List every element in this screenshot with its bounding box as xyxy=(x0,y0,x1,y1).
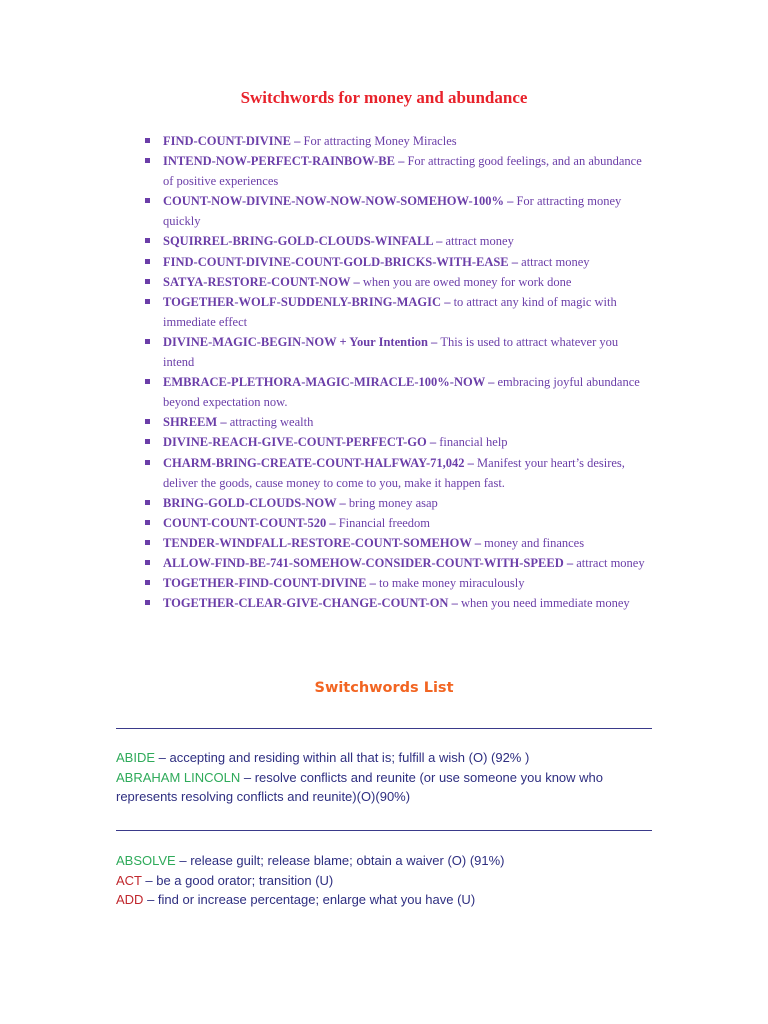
switchword-term: COUNT-COUNT-COUNT-520 xyxy=(163,515,327,530)
switchword-desc: For attracting Money Miracles xyxy=(303,134,457,148)
dash: – xyxy=(471,535,485,550)
dash: – xyxy=(448,596,461,611)
dash: – xyxy=(503,194,517,209)
switchword-desc: bring money asap xyxy=(348,495,438,510)
bullet-icon xyxy=(145,460,150,465)
bullet-icon xyxy=(145,439,150,444)
list-item xyxy=(145,553,645,573)
dash: – xyxy=(432,234,446,249)
list-item xyxy=(145,593,645,613)
list-item xyxy=(145,453,645,493)
dash: – xyxy=(350,274,363,289)
horizontal-divider xyxy=(116,830,652,831)
switchword-entry xyxy=(116,871,656,891)
dash: – xyxy=(326,515,339,530)
switchword-entries-section-2 xyxy=(116,851,656,910)
list-item xyxy=(145,513,645,533)
list-item xyxy=(145,372,645,412)
dash: – xyxy=(394,154,408,169)
list-item xyxy=(145,332,645,372)
bullet-icon xyxy=(145,238,150,243)
switchword: ADD xyxy=(116,892,144,907)
switchword-desc: to make money miraculously xyxy=(379,576,525,591)
switchword-desc: For attracting good feelings, and an abundance of positive experiences xyxy=(163,154,642,189)
section-heading: Switchwords List xyxy=(314,680,454,696)
switchword-desc: attracting wealth xyxy=(229,415,314,430)
switchword-desc: when you are owed money for work done xyxy=(362,274,572,289)
switchword-entry xyxy=(116,768,656,807)
bullet-icon xyxy=(145,259,150,264)
switchword-desc: attract money xyxy=(521,254,590,269)
switchword-term: COUNT-NOW-DIVINE-NOW-NOW-NOW-SOMEHOW-100% xyxy=(163,194,504,209)
list-item xyxy=(145,151,645,191)
switchword-desc: Financial freedom xyxy=(338,515,431,530)
list-item xyxy=(145,493,645,513)
dash: – xyxy=(508,254,522,269)
switchword-desc: This is used to attract whatever you intend xyxy=(163,334,619,370)
bullet-icon xyxy=(145,339,150,344)
list-item xyxy=(145,292,645,332)
switchword-term: DIVINE-MAGIC-BEGIN-NOW + Your Intention xyxy=(163,334,428,349)
list-item xyxy=(145,533,645,553)
switchword: ABIDE xyxy=(116,750,156,765)
switchword-term: TOGETHER-CLEAR-GIVE-CHANGE-COUNT-ON xyxy=(163,596,449,611)
switchword-desc: to attract any kind of magic with immediate effect xyxy=(163,294,617,329)
horizontal-divider xyxy=(116,728,652,729)
switchword-term: INTEND-NOW-PERFECT-RAINBOW-BE xyxy=(163,154,395,169)
switchword-term: EMBRACE-PLETHORA-MAGIC-MIRACLE-100%-NOW xyxy=(163,375,485,390)
switchword-desc: attract money xyxy=(576,555,645,570)
switchword-term: TENDER-WINDFALL-RESTORE-COUNT-SOMEHOW xyxy=(163,535,472,550)
bullet-icon xyxy=(145,419,150,424)
switchword-desc: when you need immediate money xyxy=(460,596,630,611)
bullet-icon xyxy=(145,299,150,304)
switchword-entry xyxy=(116,890,656,910)
switchword-meaning: – resolve conflicts and reunite (or use someone you know who represents resolving conflicts and reunite)(O)(90%) xyxy=(116,769,603,804)
switchword-desc: financial help xyxy=(439,435,508,450)
switchword-term: SATYA-RESTORE-COUNT-NOW xyxy=(163,274,351,289)
bullet-icon xyxy=(145,600,150,605)
bullet-icon xyxy=(145,158,150,163)
dash: – xyxy=(464,455,478,470)
switchword-term: DIVINE-REACH-GIVE-COUNT-PERFECT-GO xyxy=(163,435,427,450)
switchword-desc: attract money xyxy=(445,234,514,249)
dash: – xyxy=(217,415,230,430)
switchword-meaning: – be a good orator; transition (U) xyxy=(141,872,334,888)
switchword-entry xyxy=(116,748,656,768)
bullet-icon xyxy=(145,198,150,203)
bullet-icon xyxy=(145,379,150,384)
dash: – xyxy=(366,576,380,591)
switchword-desc: embracing joyful abundance beyond expectation now. xyxy=(163,375,640,410)
switchword-term: TOGETHER-FIND-COUNT-DIVINE xyxy=(163,576,367,591)
dash: – xyxy=(336,495,349,510)
dash: – xyxy=(441,294,454,309)
bullet-icon xyxy=(145,560,150,565)
list-item xyxy=(145,191,645,231)
dash: – xyxy=(426,435,440,450)
list-item xyxy=(145,231,645,251)
switchword-term: ALLOW-FIND-BE-741-SOMEHOW-CONSIDER-COUNT-WITH-SPEED xyxy=(163,555,564,570)
switchword-term: TOGETHER-WOLF-SUDDENLY-BRING-MAGIC xyxy=(163,294,442,309)
switchword-term: BRING-GOLD-CLOUDS-NOW xyxy=(163,495,337,510)
switchword-entry xyxy=(116,851,656,871)
bullet-icon xyxy=(145,279,150,284)
switchword-meaning: – find or increase percentage; enlarge what you have (U) xyxy=(143,892,476,907)
switchword: ACT xyxy=(116,872,142,888)
switchword-desc: Manifest your heart’s desires, deliver the goods, cause money to come to you, make it happen fast. xyxy=(163,455,625,490)
list-item xyxy=(145,412,645,432)
bullet-icon xyxy=(145,580,150,585)
bullet-icon xyxy=(145,540,150,545)
bullet-icon xyxy=(145,138,150,143)
list-item xyxy=(145,432,645,452)
list-item xyxy=(145,573,645,593)
switchword-term: SHREEM xyxy=(163,415,218,430)
switchwords-money-list xyxy=(145,131,645,613)
list-item xyxy=(145,272,645,292)
switchword: ABRAHAM LINCOLN xyxy=(116,769,241,785)
switchword-term: FIND-COUNT-DIVINE-COUNT-GOLD-BRICKS-WITH-EASE xyxy=(163,254,509,269)
switchword-desc: For attracting money quickly xyxy=(163,194,622,229)
dash: – xyxy=(291,134,304,148)
switchword-meaning: – release guilt; release blame; obtain a waiver (O) (91%) xyxy=(175,853,505,868)
switchword-term: SQUIRREL-BRING-GOLD-CLOUDS-WINFALL xyxy=(163,234,433,249)
switchword-term: CHARM-BRING-CREATE-COUNT-HALFWAY-71,042 xyxy=(163,455,465,470)
bullet-icon xyxy=(145,500,150,505)
dash: – xyxy=(485,375,498,390)
switchword-desc: money and finances xyxy=(484,535,585,550)
switchword-meaning: – accepting and residing within all that is; fulfill a wish (O) (92% ) xyxy=(155,750,530,765)
list-item xyxy=(145,131,645,151)
dash: – xyxy=(427,334,441,349)
bullet-icon xyxy=(145,520,150,525)
switchword-entries-section-1 xyxy=(116,748,656,807)
list-item xyxy=(145,252,645,272)
switchword: ABSOLVE xyxy=(116,853,176,868)
switchword-term: FIND-COUNT-DIVINE xyxy=(163,134,292,148)
page-title: Switchwords for money and abundance xyxy=(240,88,528,107)
dash: – xyxy=(563,555,577,570)
